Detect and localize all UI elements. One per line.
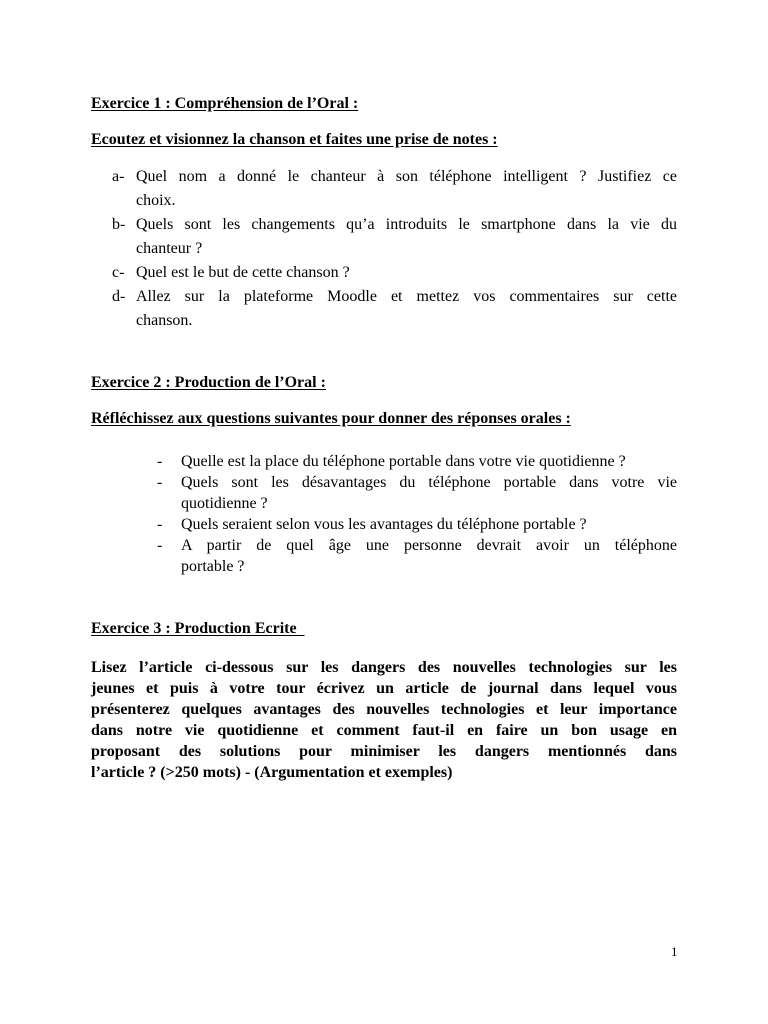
exercise-1-heading: Exercice 1 : Compréhension de l’Oral :: [91, 95, 359, 112]
list-marker: -: [157, 474, 163, 491]
exercise-2-instruction: Réfléchissez aux questions suivantes pour donner des réponses orales :: [91, 410, 571, 427]
list-item: [112, 261, 677, 285]
paragraph-line: présenterez quelques avantages des nouvelles technologies et leur importance: [91, 701, 677, 718]
exercise-3-instructions: [91, 657, 677, 783]
list-item: [157, 514, 677, 535]
question-line: Allez sur la plateforme Moodle et mettez vos commentaires sur cette: [136, 288, 677, 305]
question-line: Quelle est la place du téléphone portable dans votre vie quotidienne ?: [181, 453, 626, 470]
question-text: [136, 285, 677, 333]
page-number: 1: [671, 944, 678, 959]
paragraph-line: Lisez l’article ci-dessous sur les dangers des nouvelles technologies sur les: [91, 659, 677, 676]
question-line: Quel est le but de cette chanson ?: [136, 264, 350, 281]
question-line: Quels seraient selon vous les avantages du téléphone portable ?: [181, 516, 587, 533]
question-line: A partir de quel âge une personne devrait avoir un téléphone: [181, 537, 677, 554]
question-text: [181, 535, 677, 577]
question-line: chanson.: [136, 312, 193, 329]
list-marker: d-: [112, 288, 126, 305]
question-text: [136, 213, 677, 261]
list-marker: a-: [112, 168, 125, 185]
question-text: [181, 451, 677, 472]
question-line: Quels sont les changements qu’a introduits le smartphone dans la vie du: [136, 216, 677, 233]
question-line: Quel nom a donné le chanteur à son téléphone intelligent ? Justifiez ce: [136, 168, 677, 185]
list-marker: -: [157, 516, 163, 533]
exercise-1-instruction: Ecoutez et visionnez la chanson et faites une prise de notes :: [91, 131, 498, 148]
paragraph-line: l’article ? (>250 mots) - (Argumentation et exemples): [91, 764, 453, 781]
question-line: choix.: [136, 192, 176, 209]
list-item: [157, 451, 677, 472]
list-marker: c-: [112, 264, 125, 281]
list-item: [157, 472, 677, 514]
list-marker: -: [157, 537, 163, 554]
question-text: [181, 472, 677, 514]
question-text: [181, 514, 677, 535]
question-line: Quels sont les désavantages du téléphone portable dans votre vie: [181, 474, 677, 491]
exercise-2-heading: Exercice 2 : Production de l’Oral :: [91, 374, 326, 391]
exercise-3-heading: Exercice 3 : Production Ecrite: [91, 620, 305, 637]
paragraph-line: dans notre vie quotidienne et comment faut-il en faire un bon usage en: [91, 722, 677, 739]
question-line: portable ?: [181, 558, 245, 575]
list-item: [112, 213, 677, 261]
question-line: chanteur ?: [136, 240, 203, 257]
list-item: [112, 165, 677, 213]
list-marker: -: [157, 453, 163, 470]
list-item: [157, 535, 677, 577]
paragraph-line: jeunes et puis à votre tour écrivez un article de journal dans lequel vous: [91, 680, 677, 697]
question-text: [136, 261, 677, 285]
exercise-2-question-list: [157, 451, 677, 577]
question-text: [136, 165, 677, 213]
paragraph-line: proposant des solutions pour minimiser les dangers mentionnés dans: [91, 743, 677, 760]
question-line: quotidienne ?: [181, 495, 268, 512]
exercise-1-question-list: [112, 165, 677, 333]
list-item: [112, 285, 677, 333]
list-marker: b-: [112, 216, 126, 233]
